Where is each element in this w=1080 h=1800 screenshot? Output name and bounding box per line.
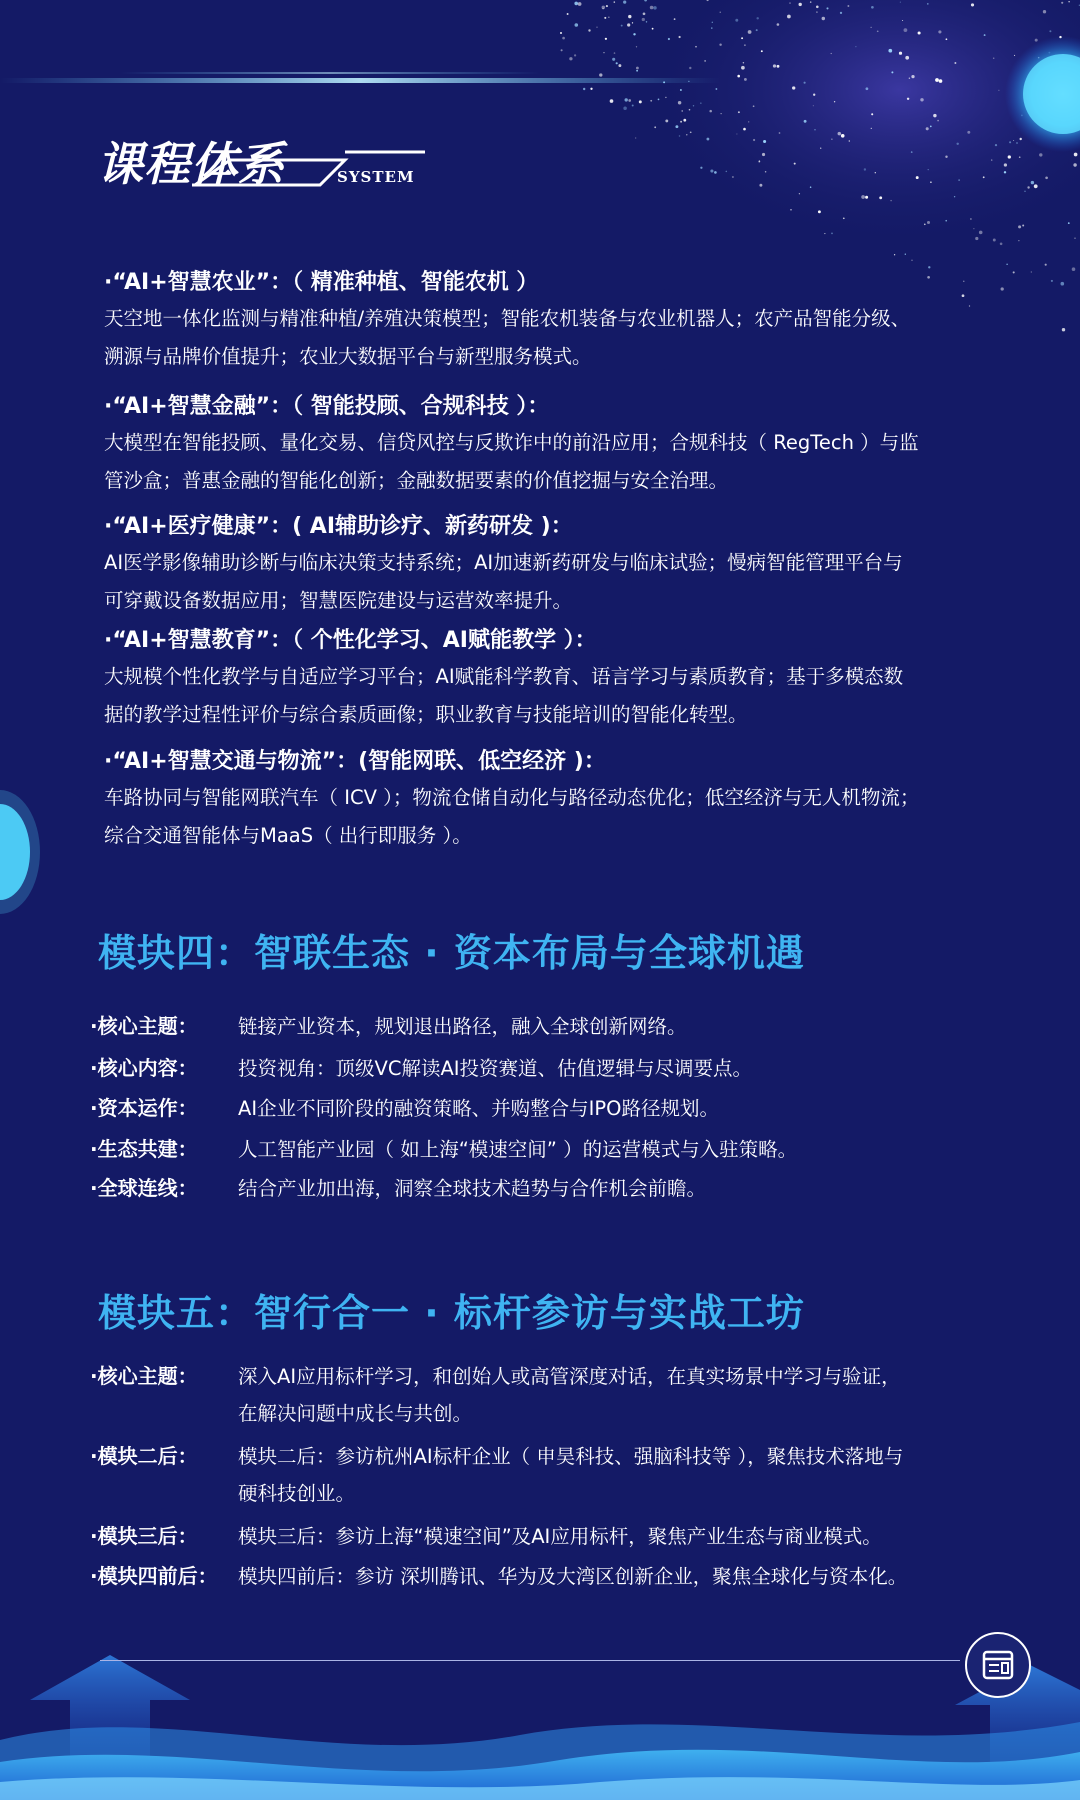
item-text: 在解决问题中成长与共创。 xyxy=(238,1402,473,1425)
section-text-line: 综合交通智能体与MaaS（ 出行即服务 ）。 xyxy=(104,824,472,847)
item-label: ·模块四前后： xyxy=(90,1564,218,1588)
item-label: ·核心主题： xyxy=(90,1014,198,1038)
module4-title: 模块四：智联生态 · 资本布局与全球机遇 xyxy=(98,931,805,975)
page-subtitle: SYSTEM xyxy=(337,168,415,186)
section-text-line: AI医学影像辅助诊断与临床决策支持系统；AI加速新药研发与临床试验；慢病智能管理平台与 xyxy=(104,551,903,574)
section-text-line: 天空地一体化监测与精准种植/养殖决策模型；智能农机装备与农业机器人；农产品智能分级、 xyxy=(104,307,911,330)
item-text: 投资视角：顶级VC解读AI投资赛道、估值逻辑与尽调要点。 xyxy=(238,1057,753,1080)
page-title: 课程体系 xyxy=(97,137,285,191)
item-text: 模块四前后：参访 深圳腾讯、华为及大湾区创新企业，聚焦全球化与资本化。 xyxy=(238,1565,908,1588)
section-text-line: 据的教学过程性评价与综合素质画像；职业教育与技能培训的智能化转型。 xyxy=(104,703,748,726)
item-label: ·资本运作： xyxy=(90,1096,198,1120)
section-education xyxy=(104,624,1004,734)
section-text-line: 可穿戴设备数据应用；智慧医院建设与运营效率提升。 xyxy=(104,589,573,612)
item-text: 结合产业加出海，洞察全球技术趋势与合作机会前瞻。 xyxy=(238,1177,707,1200)
document-icon[interactable] xyxy=(965,1632,1031,1698)
item-text: 硬科技创业。 xyxy=(238,1482,356,1505)
item-label: ·生态共建： xyxy=(90,1137,198,1161)
item-text: 模块二后：参访杭州AI标杆企业（ 申昊科技、强脑科技等 ），聚焦技术落地与 xyxy=(238,1445,904,1468)
item-label: ·模块二后： xyxy=(90,1444,198,1468)
section-heading: ·“AI+医疗健康”：( AI辅助诊疗、新药研发 )： xyxy=(104,514,573,539)
section-text-line: 大模型在智能投顾、量化交易、信贷风控与反欺诈中的前沿应用；合规科技（ RegTech ）与监 xyxy=(104,431,919,454)
section-text-line: 管沙盒；普惠金融的智能化创新；金融数据要素的价值挖掘与安全治理。 xyxy=(104,469,729,492)
item-label: ·模块三后： xyxy=(90,1524,198,1548)
section-finance xyxy=(104,390,1004,500)
section-heading: ·“AI+智慧教育”：（ 个性化学习、AI赋能教学 ）： xyxy=(104,628,597,653)
section-heading: ·“AI+智慧农业”：（ 精准种植、智能农机 ） xyxy=(104,270,539,295)
item-text: 模块三后：参访上海“模速空间”及AI应用标杆，聚焦产业生态与商业模式。 xyxy=(238,1525,882,1548)
module5-title: 模块五：智行合一 · 标杆参访与实战工坊 xyxy=(98,1291,805,1335)
item-text: AI企业不同阶段的融资策略、并购整合与IPO路径规划。 xyxy=(238,1097,719,1120)
item-text: 深入AI应用标杆学习，和创始人或高管深度对话，在真实场景中学习与验证， xyxy=(238,1365,901,1388)
section-agriculture xyxy=(104,266,1004,376)
section-text-line: 溯源与品牌价值提升；农业大数据平台与新型服务模式。 xyxy=(104,345,592,368)
section-transport xyxy=(104,745,1004,855)
section-heading: ·“AI+智慧金融”：（ 智能投顾、合规科技 ）： xyxy=(104,394,550,419)
item-label: ·核心主题： xyxy=(90,1364,198,1388)
section-healthcare xyxy=(104,510,1004,620)
item-text: 链接产业资本，规划退出路径，融入全球创新网络。 xyxy=(238,1015,687,1038)
item-label: ·核心内容： xyxy=(90,1056,198,1080)
item-text: 人工智能产业园（ 如上海“模速空间” ）的运营模式与入驻策略。 xyxy=(238,1138,798,1161)
page-header xyxy=(0,0,1080,220)
footer-divider xyxy=(100,1660,960,1661)
item-label: ·全球连线： xyxy=(90,1176,198,1200)
section-text-line: 大规模个性化教学与自适应学习平台；AI赋能科学教育、语言学习与素质教育；基于多模态数 xyxy=(104,665,904,688)
section-text-line: 车路协同与智能网联汽车（ ICV ）；物流仓储自动化与路径动态优化；低空经济与无人机物流； xyxy=(104,786,920,809)
section-heading: ·“AI+智慧交通与物流”：(智能网联、低空经济 )： xyxy=(104,749,606,774)
